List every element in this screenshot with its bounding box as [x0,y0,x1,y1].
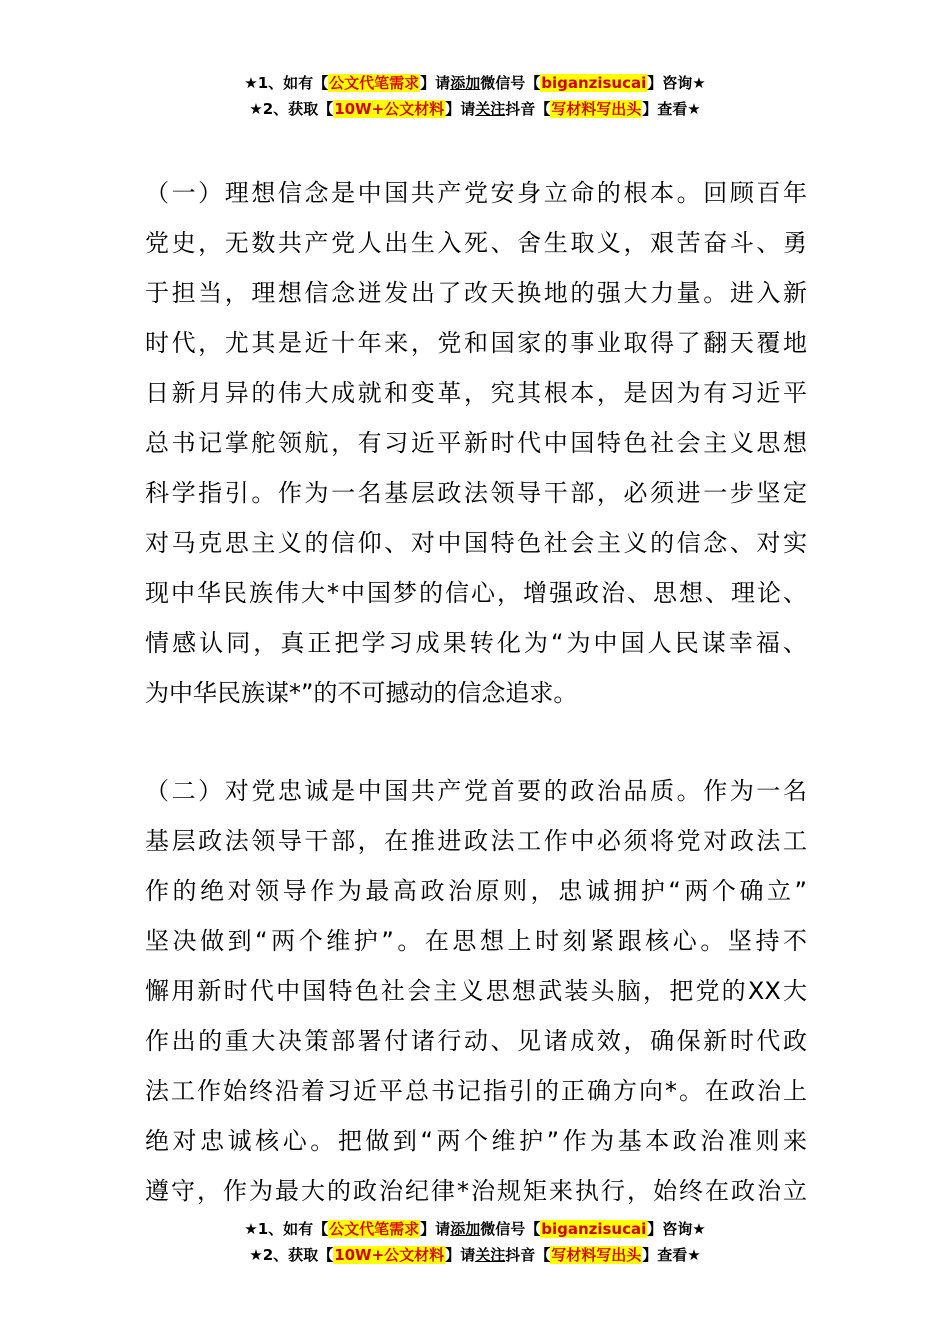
banner-text: ★1、如有【 [244,1220,329,1238]
header-banner [0,70,950,122]
banner-text: 抖音【 [505,1246,551,1264]
footer-banner [0,1216,950,1268]
banner-highlight: 10W+公文材料 [334,1246,445,1264]
paragraph-2 [145,766,807,1216]
banner-text: 】查看★ [642,100,701,118]
banner-text: 】咨询★ [647,1220,706,1238]
text-line: 时代，尤其是近十年来，党和国家的事业取得了翻天覆地 [145,329,807,357]
banner-text: 】咨询★ [647,74,706,92]
text-line: 遵守，作为最大的政治纪律*治规矩来执行，始终在政治立 [145,1177,807,1205]
banner-highlight: 写材料写出头 [551,1246,642,1264]
banner-text: 】请 [420,1220,451,1238]
banner-text: 】请 [445,100,476,118]
banner-line-2 [0,96,950,122]
document-body [145,168,807,1216]
text-line: 法工作始终沿着习近平总书记指引的正确方向*。在政治上 [145,1077,807,1105]
text-line: （二）对党忠诚是中国共产党首要的政治品质。作为一名 [145,777,807,805]
text-line: 作的绝对领导作为最高政治原则，忠诚拥护“两个确立” [145,877,807,905]
banner-line-2 [0,1242,950,1268]
banner-underlined: 关注 [475,100,506,118]
text-line: 绝对忠诚核心。把做到“两个维护”作为基本政治准则来 [145,1127,807,1155]
text-line: 总书记掌舵领航，有习近平新时代中国特色社会主义思想 [145,429,807,457]
text-line: 坚决做到“两个维护”。在思想上时刻紧跟核心。坚持不 [145,927,807,955]
text-line: 日新月异的伟大成就和变革，究其根本，是因为有习近平 [145,379,807,407]
text-line: 为中华民族谋*”的不可撼动的信念追求。 [145,679,578,707]
text-line: （一）理想信念是中国共产党安身立命的根本。回顾百年 [145,179,807,207]
banner-underlined: 关注 [475,1246,506,1264]
text-line: 现中华民族伟大*中国梦的信心，增强政治、思想、理论、 [145,579,807,607]
banner-text: 微信号【 [480,74,541,92]
text-line: 党史，无数共产党人出生入死、舍生取义，艰苦奋斗、勇 [145,229,807,257]
text-line: 于担当，理想信念迸发出了改天换地的强大力量。进入新 [145,279,807,307]
banner-highlight: 公文代笔需求 [329,1220,420,1238]
banner-text: ★2、获取【 [249,100,334,118]
banner-line-1 [0,70,950,96]
banner-text: 】请 [445,1246,476,1264]
banner-highlight: biganzisucai [541,1220,647,1238]
text-line: 懈用新时代中国特色社会主义思想武装头脑，把党的XX大 [145,977,807,1005]
text-line: 对马克思主义的信仰、对中国特色社会主义的信念、对实 [145,529,807,557]
text-line: 基层政法领导干部，在推进政法工作中必须将党对政法工 [145,827,807,855]
paragraph-1 [145,168,807,718]
banner-text: ★1、如有【 [244,74,329,92]
banner-underlined: 添加 [450,74,481,92]
banner-line-1 [0,1216,950,1242]
banner-highlight: biganzisucai [541,74,647,92]
banner-highlight: 公文代笔需求 [329,74,420,92]
banner-text: ★2、获取【 [249,1246,334,1264]
text-line: 作出的重大决策部署付诸行动、见诸成效，确保新时代政 [145,1027,807,1055]
text-line: 情感认同，真正把学习成果转化为“为中国人民谋幸福、 [145,629,807,657]
banner-text: 抖音【 [505,100,551,118]
banner-highlight: 写材料写出头 [551,100,642,118]
banner-highlight: 10W+公文材料 [334,100,445,118]
text-line: 科学指引。作为一名基层政法领导干部，必须进一步坚定 [145,479,807,507]
banner-text: 】请 [420,74,451,92]
banner-text: 微信号【 [480,1220,541,1238]
banner-text: 】查看★ [642,1246,701,1264]
banner-underlined: 添加 [450,1220,481,1238]
